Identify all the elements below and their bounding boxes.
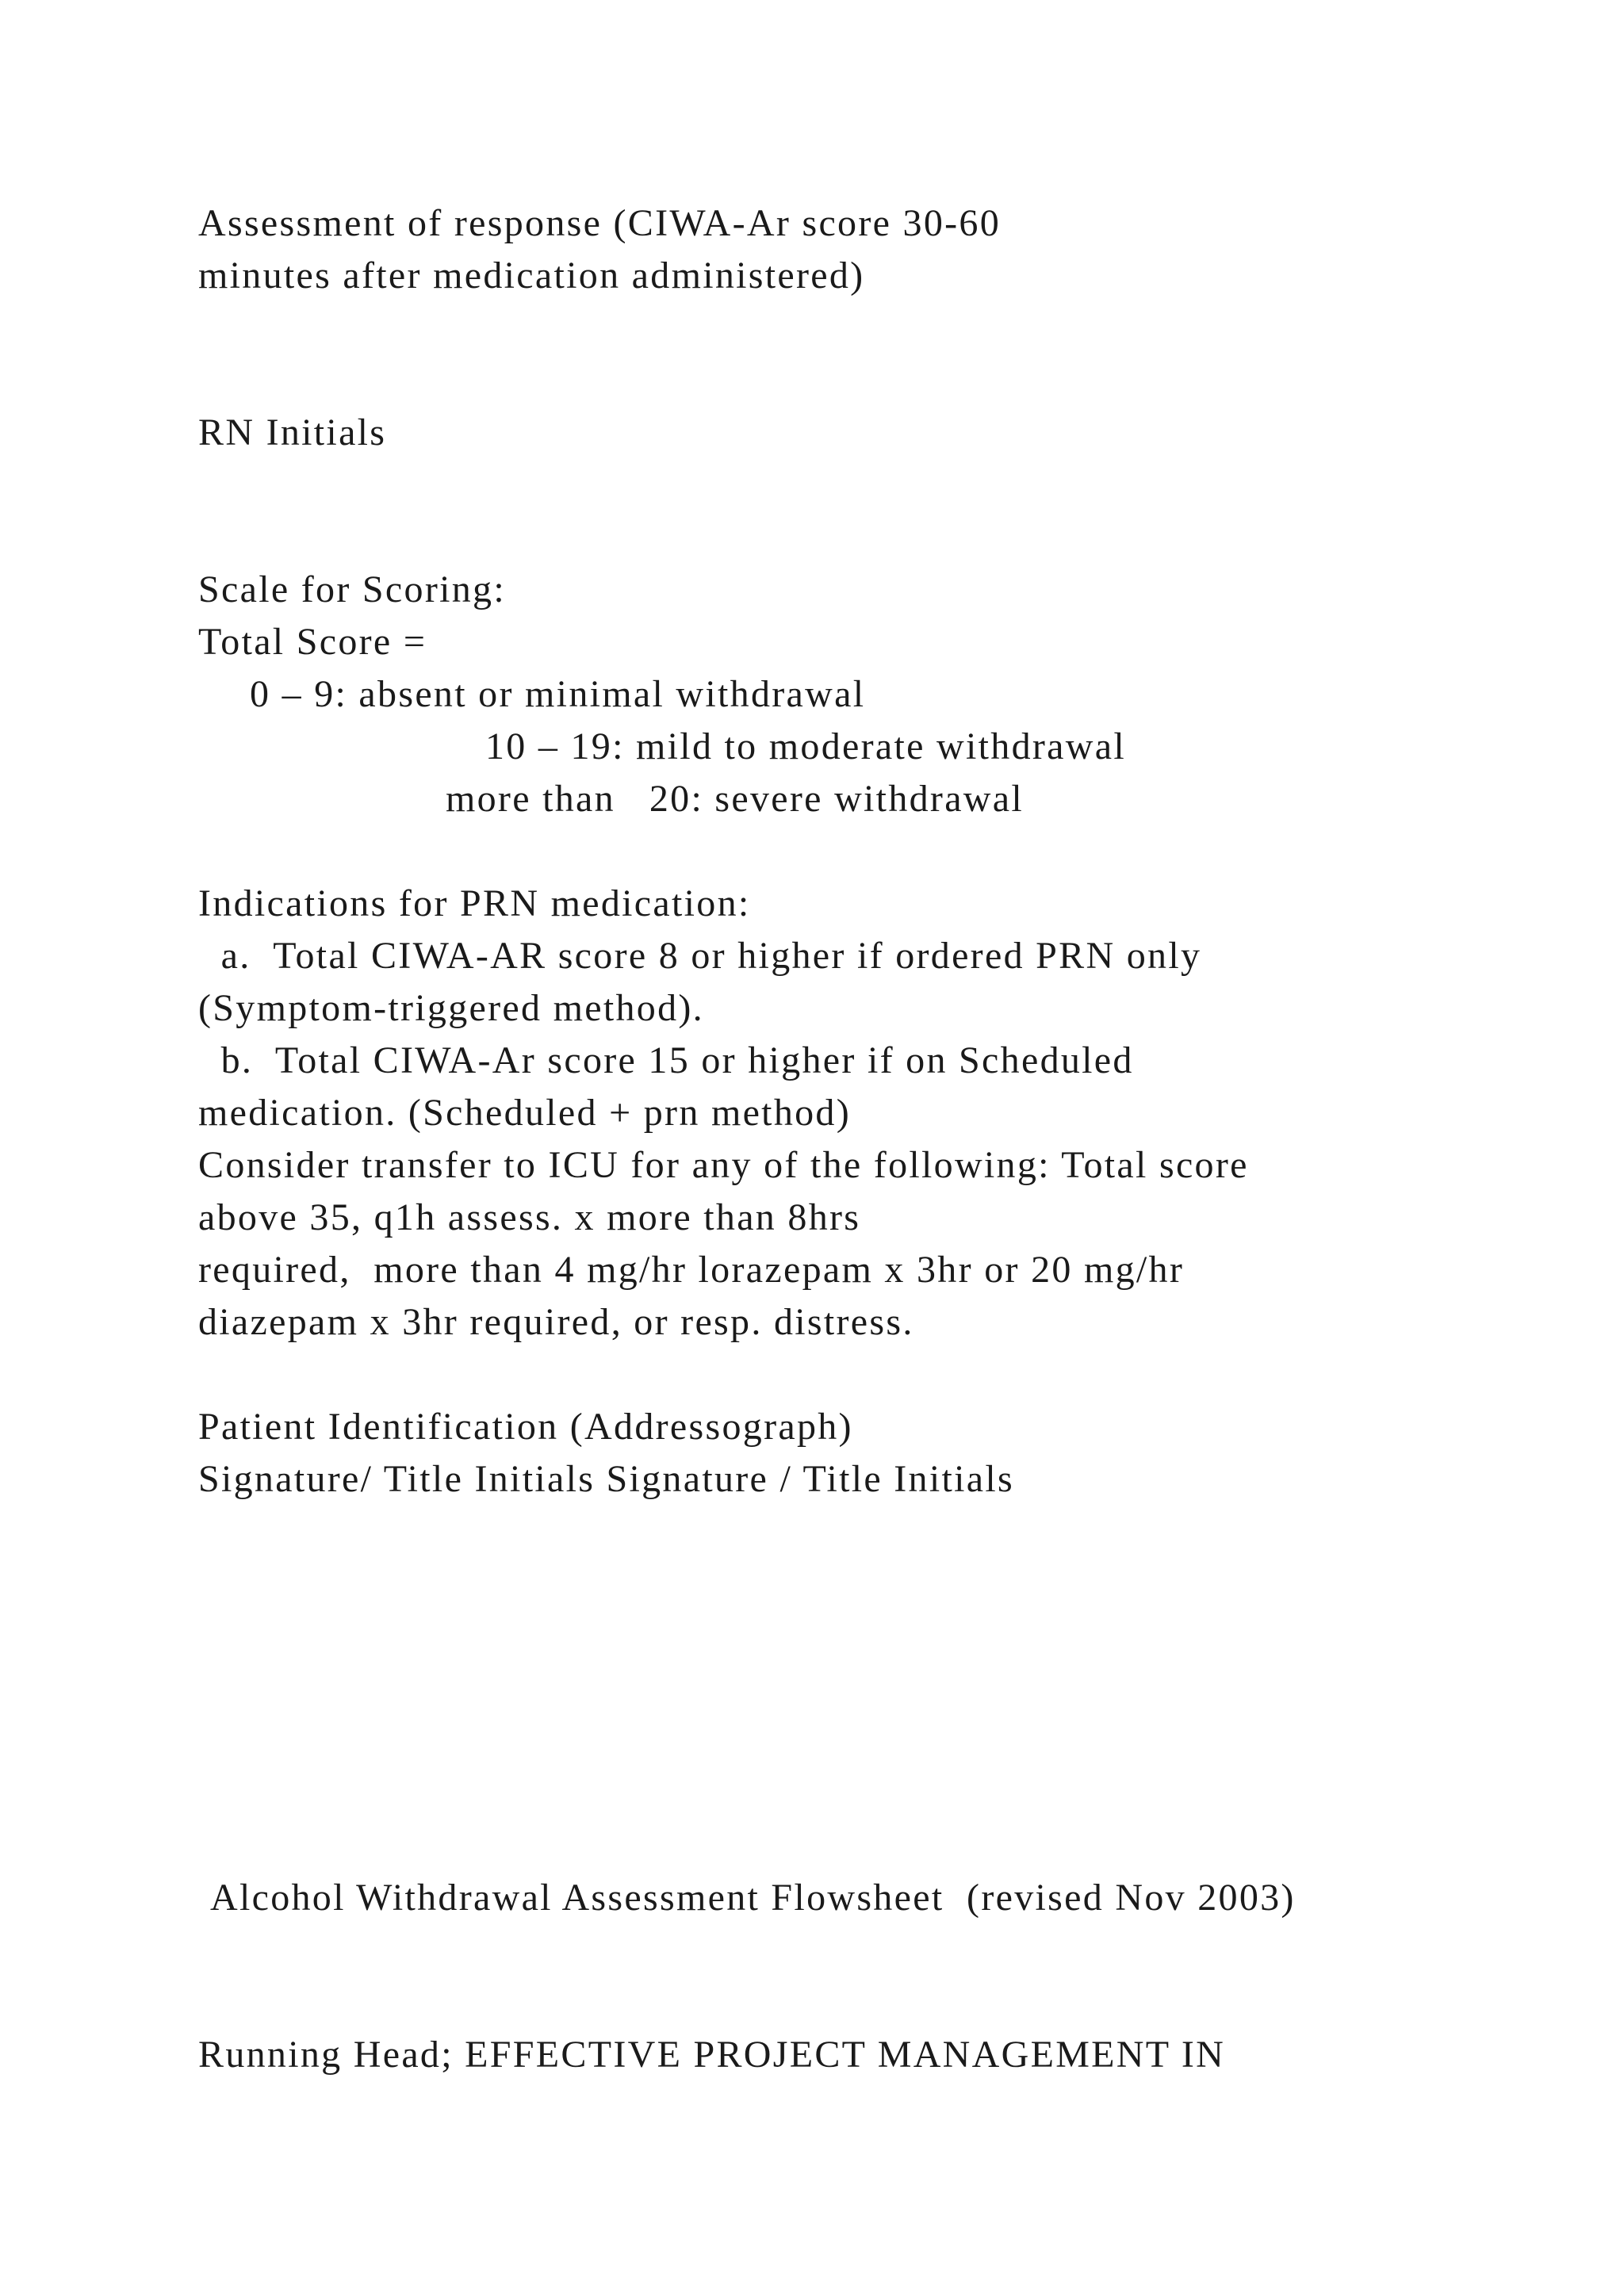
patient-identification: Patient Identification (Addressograph) bbox=[198, 1406, 853, 1448]
assessment-line-1: Assessment of response (CIWA-Ar score 30-60 bbox=[198, 202, 1002, 244]
score-range-moderate: 10 – 19: mild to moderate withdrawal bbox=[485, 725, 1126, 767]
indications-heading: Indications for PRN medication: bbox=[198, 882, 751, 924]
icu-transfer-line-2: above 35, q1h assess. x more than 8hrs bbox=[198, 1196, 861, 1238]
score-range-severe: more than 20: severe withdrawal bbox=[446, 778, 1025, 820]
indication-b-line-2: medication. (Scheduled + prn method) bbox=[198, 1092, 852, 1134]
indication-a-line-2: (Symptom-triggered method). bbox=[198, 987, 704, 1029]
form-title: Alcohol Withdrawal Assessment Flowsheet (revised Nov 2003) bbox=[210, 1877, 1296, 1919]
indication-b-line-1: b. Total CIWA-Ar score 15 or higher if on Scheduled bbox=[198, 1039, 1134, 1081]
icu-transfer-line-3: required, more than 4 mg/hr lorazepam x 3hr or 20 mg/hr bbox=[198, 1249, 1185, 1291]
running-head: Running Head; EFFECTIVE PROJECT MANAGEMENT IN bbox=[198, 2034, 1226, 2076]
signature-line: Signature/ Title Initials Signature / Title Initials bbox=[198, 1458, 1014, 1500]
indication-a-line-1: a. Total CIWA-AR score 8 or higher if ordered PRN only bbox=[198, 935, 1202, 977]
icu-transfer-line-4: diazepam x 3hr required, or resp. distress. bbox=[198, 1301, 914, 1343]
rn-initials-label: RN Initials bbox=[198, 411, 387, 453]
total-score-label: Total Score = bbox=[198, 621, 427, 663]
score-range-minimal: 0 – 9: absent or minimal withdrawal bbox=[250, 673, 866, 715]
assessment-line-2: minutes after medication administered) bbox=[198, 254, 865, 297]
scale-heading: Scale for Scoring: bbox=[198, 568, 506, 610]
icu-transfer-line-1: Consider transfer to ICU for any of the following: Total score bbox=[198, 1144, 1249, 1186]
